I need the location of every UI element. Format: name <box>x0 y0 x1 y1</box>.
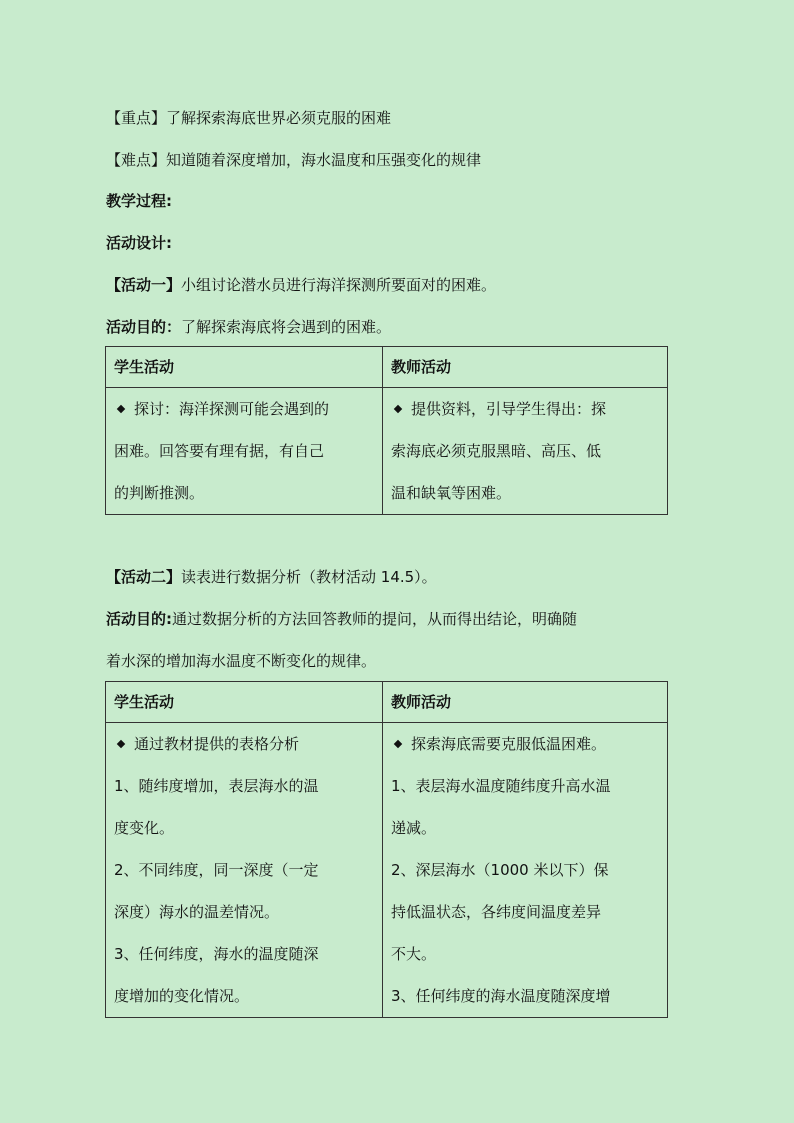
diamond-bullet-icon <box>394 739 402 747</box>
table2-student-line: 通过教材提供的表格分析 <box>114 723 376 765</box>
difficult-point-line <box>106 149 481 171</box>
table2-student-cell <box>106 723 383 1018</box>
table1-teacher-line: 索海底必须克服黑暗、高压、低 <box>391 442 602 460</box>
teaching-process-heading: 教学过程: <box>106 192 172 210</box>
diamond-bullet-icon <box>394 404 402 412</box>
table2-teacher-line: 2、深层海水（1000 米以下）保 <box>391 861 609 879</box>
table1-student-cell <box>106 388 383 515</box>
activity-design-heading: 活动设计: <box>106 234 172 252</box>
activity-two-text: 读表进行数据分析（教材活动 14.5）。 <box>181 568 437 586</box>
table2-student-line: 2、不同纬度，同一深度（一定 <box>114 861 319 879</box>
key-point-text: 了解探索海底世界必须克服的困难 <box>166 109 392 127</box>
table2-teacher-line: 持低温状态，各纬度间温度差异 <box>391 903 602 921</box>
activity-one-label: 【活动一】 <box>106 276 182 294</box>
activity-one-purpose-label: 活动目的： <box>106 318 182 336</box>
table1-teacher-cell <box>383 388 668 515</box>
activity-one-purpose-line <box>106 316 391 338</box>
activity-one-line <box>106 274 496 296</box>
table1-header-student: 学生活动 <box>106 347 383 388</box>
table2-header-student: 学生活动 <box>106 682 383 723</box>
table2-teacher-line: 3、任何纬度的海水温度随深度增 <box>391 987 611 1005</box>
activity-one-text: 小组讨论潜水员进行海洋探测所要面对的困难。 <box>181 276 497 294</box>
table1-teacher-line: 提供资料，引导学生得出：探 <box>391 388 661 430</box>
table1-student-line: 困难。回答要有理有据，有自己 <box>114 442 325 460</box>
table1-student-line: 的判断推测。 <box>114 484 205 502</box>
diamond-bullet-icon <box>117 739 125 747</box>
table1-student-line: 探讨：海洋探测可能会遇到的 <box>114 388 376 430</box>
activity-two-purpose-text: 通过数据分析的方法回答教师的提问，从而得出结论，明确随 <box>172 610 578 628</box>
activity-two-label: 【活动二】 <box>106 568 182 586</box>
table2-student-line: 1、随纬度增加，表层海水的温 <box>114 777 319 795</box>
activity-two-table <box>105 681 668 1018</box>
diamond-bullet-icon <box>117 404 125 412</box>
table2-student-line: 深度）海水的温差情况。 <box>114 903 280 921</box>
activity-one-table <box>105 346 668 515</box>
table2-teacher-line: 不大。 <box>391 945 437 963</box>
table2-student-line: 3、任何纬度，海水的温度随深 <box>114 945 319 963</box>
difficult-point-label: 【难点】 <box>106 151 167 169</box>
table2-teacher-line: 递减。 <box>391 819 437 837</box>
table1-teacher-line: 温和缺氧等困难。 <box>391 484 512 502</box>
activity-two-purpose-label: 活动目的: <box>106 610 172 628</box>
activity-two-purpose-continued: 着水深的增加海水温度不断变化的规律。 <box>106 652 377 670</box>
activity-one-purpose-text: 了解探索海底将会遇到的困难。 <box>181 318 392 336</box>
activity-two-line <box>106 566 437 588</box>
key-point-line <box>106 107 391 129</box>
table2-teacher-line: 1、表层海水温度随纬度升高水温 <box>391 777 611 795</box>
table2-teacher-cell <box>383 723 668 1018</box>
table2-student-line: 度增加的变化情况。 <box>114 987 250 1005</box>
table2-teacher-line: 探索海底需要克服低温困难。 <box>391 723 661 765</box>
activity-two-purpose-line <box>106 608 577 630</box>
key-point-label: 【重点】 <box>106 109 167 127</box>
difficult-point-text: 知道随着深度增加，海水温度和压强变化的规律 <box>166 151 482 169</box>
table1-header-teacher: 教师活动 <box>383 347 668 388</box>
table2-header-teacher: 教师活动 <box>383 682 668 723</box>
table2-student-line: 度变化。 <box>114 819 175 837</box>
